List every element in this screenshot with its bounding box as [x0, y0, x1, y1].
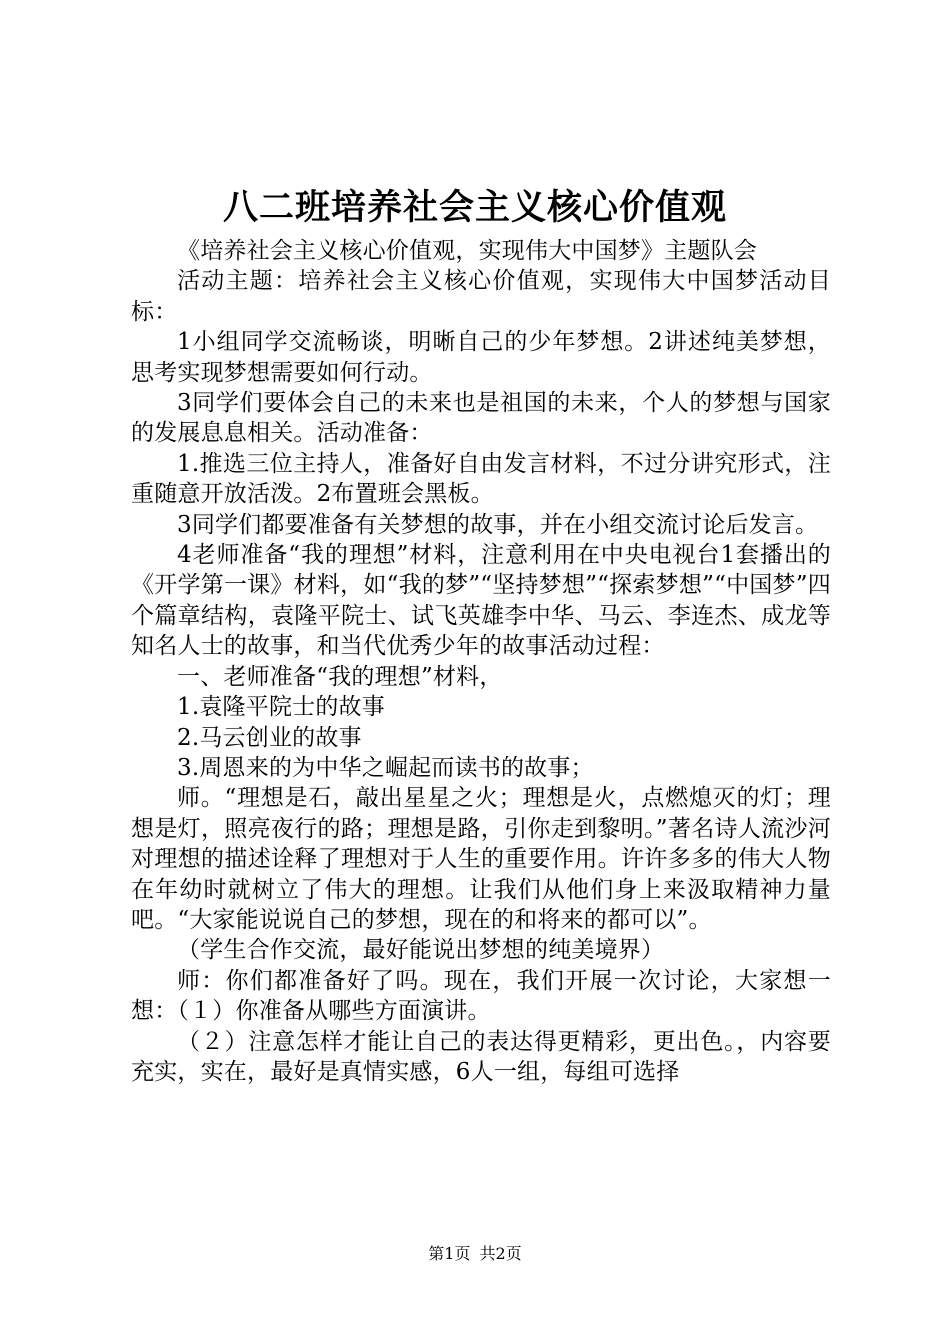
document-title: 八二班培养社会主义核心价值观 — [222, 187, 727, 228]
paragraph: 一、老师准备“我的理想”材料， — [177, 663, 503, 690]
paragraph-subtitle: 《培养社会主义核心价值观，实现伟大中国梦》主题队会 — [177, 238, 757, 264]
paragraph: 3.周恩来的为中华之崛起而读书的故事； — [177, 754, 594, 781]
paragraph: 2.马云创业的故事 — [177, 724, 362, 751]
paragraph: 1小组同学交流畅谈，明晰自己的少年梦想。2讲述纯美梦想，思考实现梦想需要如何行动。 — [131, 329, 831, 386]
paragraph: 1.袁隆平院士的故事 — [177, 694, 385, 721]
page-number-total: 共2页 — [479, 1244, 522, 1263]
paragraph: 活动主题：培养社会主义核心价值观，实现伟大中国梦活动目标： — [131, 268, 831, 325]
paragraph: 4老师准备“我的理想”材料，注意利用在中央电视台1套播出的《开学第一课》材料，如“我的梦”“坚持梦想”“探索梦想”“中国梦”四个篇章结构，袁隆平院士、试飞英雄李中华、马云、李连杰、成龙等知名人士的故事，和当代优秀少年的故事活动过程： — [131, 542, 831, 660]
paragraph: 3同学们都要准备有关梦想的故事，并在小组交流讨论后发言。 — [177, 511, 819, 538]
paragraph: （学生合作交流，最好能说出梦想的纯美境界） — [177, 937, 665, 964]
page-footer — [0, 1243, 950, 1265]
page-number-current: 第1页 — [428, 1244, 471, 1263]
document-body — [131, 236, 831, 1087]
paragraph: 1.推选三位主持人，准备好自由发言材料，不过分讲究形式，注重随意开放活泼。2布置班会黑板。 — [131, 450, 831, 508]
paragraph: 3同学们要体会自己的未来也是祖国的未来，个人的梦想与国家的发展息息相关。活动准备： — [131, 390, 831, 447]
paragraph: 师：你们都准备好了吗。现在，我们开展一次讨论，大家想一想：（１）你准备从哪些方面演讲。 — [131, 967, 831, 1025]
paragraph: 师。“理想是石，敲出星星之火；理想是火，点燃熄灭的灯；理想是灯，照亮夜行的路；理想是路，引你走到黎明。”著名诗人流沙河对理想的描述诠释了理想对于人生的重要作用。许许多多的伟大人物在年幼时就树立了伟大的理想。让我们从他们身上来汲取精神力量吧。“大家能说说自己的梦想，现在的和将来的都可以”。 — [131, 785, 831, 933]
paragraph: （２）注意怎样才能让自己的表达得更精彩，更出色。，内容要充实，实在，最好是真情实感，6人一组，每组可选择 — [131, 1028, 831, 1085]
